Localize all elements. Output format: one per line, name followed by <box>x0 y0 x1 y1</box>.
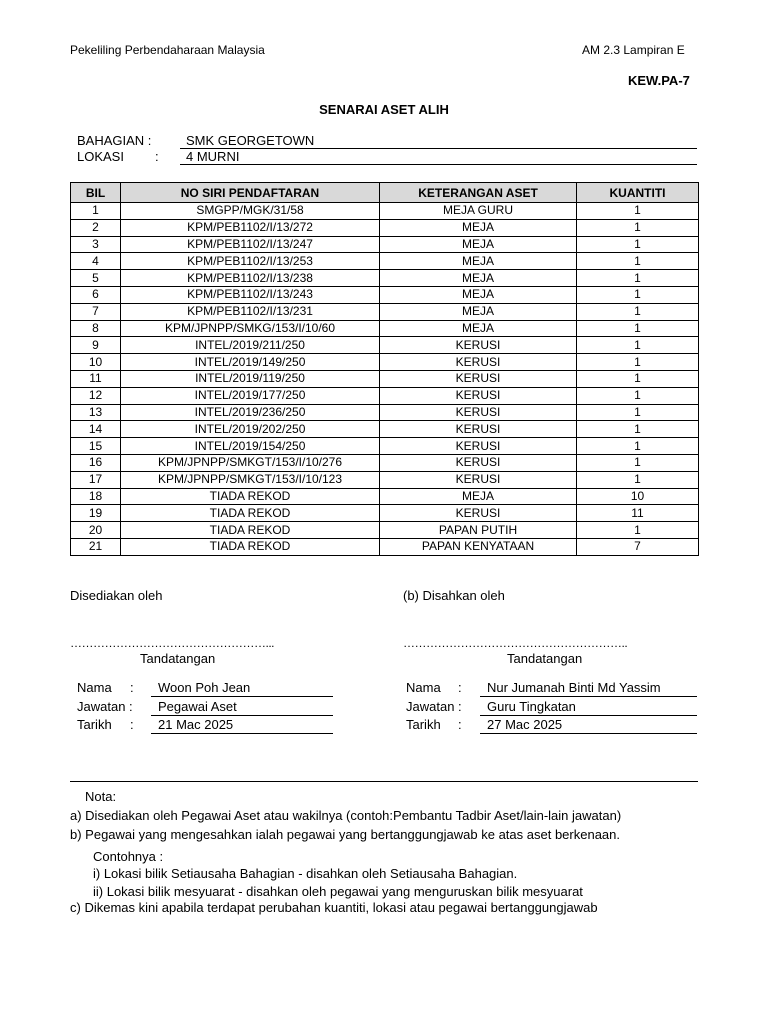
cell-bil: 10 <box>71 354 121 371</box>
nama-label-left: Nama <box>77 680 112 695</box>
cell-kuantiti: 1 <box>577 354 699 371</box>
table-row <box>71 505 699 522</box>
cell-kuantiti: 1 <box>577 438 699 455</box>
cell-keterangan: MEJA <box>380 303 577 320</box>
nama-colon-left: : <box>130 680 134 695</box>
cell-bil: 20 <box>71 522 121 539</box>
cell-kuantiti: 1 <box>577 471 699 488</box>
cell-keterangan: PAPAN KENYATAAN <box>380 538 577 555</box>
cell-kuantiti: 1 <box>577 387 699 404</box>
cell-kuantiti: 1 <box>577 203 699 220</box>
cell-keterangan: KERUSI <box>380 370 577 387</box>
cell-bil: 8 <box>71 320 121 337</box>
cell-keterangan: MEJA <box>380 219 577 236</box>
cell-bil: 15 <box>71 438 121 455</box>
cell-no-siri: KPM/JPNPP/SMKGT/153/I/10/276 <box>121 454 380 471</box>
cell-bil: 18 <box>71 488 121 505</box>
cell-kuantiti: 1 <box>577 454 699 471</box>
cell-keterangan: KERUSI <box>380 471 577 488</box>
table-row <box>71 404 699 421</box>
jawatan-value-right: Guru Tingkatan <box>480 699 697 716</box>
cell-kuantiti: 1 <box>577 253 699 270</box>
prepared-by-heading: Disediakan oleh <box>70 588 163 603</box>
table-row <box>71 538 699 555</box>
cell-no-siri: TIADA REKOD <box>121 488 380 505</box>
cell-kuantiti: 11 <box>577 505 699 522</box>
cell-no-siri: KPM/PEB1102/I/13/238 <box>121 270 380 287</box>
cell-no-siri: INTEL/2019/119/250 <box>121 370 380 387</box>
cell-kuantiti: 1 <box>577 421 699 438</box>
table-row <box>71 320 699 337</box>
lokasi-colon: : <box>155 149 159 164</box>
cell-no-siri: INTEL/2019/202/250 <box>121 421 380 438</box>
bahagian-label: BAHAGIAN : <box>77 133 152 148</box>
notes-heading: Nota: <box>85 789 117 804</box>
cell-keterangan: KERUSI <box>380 404 577 421</box>
cell-no-siri: KPM/PEB1102/I/13/253 <box>121 253 380 270</box>
cell-no-siri: SMGPP/MGK/31/58 <box>121 203 380 220</box>
cell-kuantiti: 1 <box>577 219 699 236</box>
lokasi-value: 4 MURNI <box>180 149 697 165</box>
table-row <box>71 387 699 404</box>
cell-keterangan: PAPAN PUTIH <box>380 522 577 539</box>
note-a: a) Disediakan oleh Pegawai Aset atau wakilnya (contoh:Pembantu Tadbir Aset/lain-lain jawatan) <box>70 808 622 823</box>
cell-keterangan: KERUSI <box>380 387 577 404</box>
cell-keterangan: KERUSI <box>380 354 577 371</box>
table-row <box>71 337 699 354</box>
col-keterangan: KETERANGAN ASET <box>380 183 577 203</box>
cell-keterangan: MEJA <box>380 286 577 303</box>
cell-no-siri: TIADA REKOD <box>121 505 380 522</box>
cell-bil: 6 <box>71 286 121 303</box>
table-row <box>71 219 699 236</box>
jawatan-value-left: Pegawai Aset <box>151 699 333 716</box>
signature-label-left: Tandatangan <box>140 651 216 666</box>
table-header-row <box>71 183 699 203</box>
cell-bil: 13 <box>71 404 121 421</box>
table-row <box>71 236 699 253</box>
cell-no-siri: KPM/PEB1102/I/13/243 <box>121 286 380 303</box>
cell-kuantiti: 1 <box>577 320 699 337</box>
cell-bil: 4 <box>71 253 121 270</box>
table-row <box>71 303 699 320</box>
cell-bil: 19 <box>71 505 121 522</box>
cell-kuantiti: 1 <box>577 404 699 421</box>
note-example-i: i) Lokasi bilik Setiausaha Bahagian - disahkan oleh Setiausaha Bahagian. <box>93 866 518 881</box>
cell-bil: 3 <box>71 236 121 253</box>
table-row <box>71 471 699 488</box>
notes-divider <box>70 781 698 782</box>
cell-keterangan: MEJA <box>380 270 577 287</box>
note-b: b) Pegawai yang mengesahkan ialah pegawai yang bertanggungjawab ke atas aset berkenaan. <box>70 827 620 842</box>
cell-no-siri: INTEL/2019/236/250 <box>121 404 380 421</box>
table-row <box>71 488 699 505</box>
cell-bil: 14 <box>71 421 121 438</box>
cell-bil: 1 <box>71 203 121 220</box>
cell-bil: 7 <box>71 303 121 320</box>
table-row <box>71 421 699 438</box>
table-row <box>71 370 699 387</box>
cell-kuantiti: 1 <box>577 337 699 354</box>
cell-kuantiti: 1 <box>577 370 699 387</box>
cell-no-siri: TIADA REKOD <box>121 538 380 555</box>
cell-bil: 11 <box>71 370 121 387</box>
table-row <box>71 354 699 371</box>
cell-bil: 17 <box>71 471 121 488</box>
table-row <box>71 438 699 455</box>
cell-kuantiti: 10 <box>577 488 699 505</box>
nama-value-right: Nur Jumanah Binti Md Yassim <box>480 680 697 697</box>
cell-no-siri: TIADA REKOD <box>121 522 380 539</box>
tarikh-colon-left: : <box>130 717 134 732</box>
table-row <box>71 203 699 220</box>
cell-bil: 9 <box>71 337 121 354</box>
cell-no-siri: INTEL/2019/177/250 <box>121 387 380 404</box>
cell-kuantiti: 1 <box>577 286 699 303</box>
cell-no-siri: KPM/PEB1102/I/13/231 <box>121 303 380 320</box>
cell-keterangan: MEJA <box>380 236 577 253</box>
cell-bil: 16 <box>71 454 121 471</box>
table-row <box>71 253 699 270</box>
col-bil: BIL <box>71 183 121 203</box>
bahagian-value: SMK GEORGETOWN <box>180 133 697 149</box>
table-row <box>71 270 699 287</box>
cell-no-siri: KPM/JPNPP/SMKG/153/I/10/60 <box>121 320 380 337</box>
note-example-ii: ii) Lokasi bilik mesyuarat - disahkan oleh pegawai yang menguruskan bilik mesyuarat <box>93 884 583 899</box>
tarikh-colon-right: : <box>458 717 462 732</box>
cell-keterangan: KERUSI <box>380 438 577 455</box>
cell-keterangan: KERUSI <box>380 421 577 438</box>
signature-line-right: ………………………………………………….. <box>403 636 628 650</box>
cell-kuantiti: 7 <box>577 538 699 555</box>
cell-no-siri: INTEL/2019/211/250 <box>121 337 380 354</box>
table-row <box>71 286 699 303</box>
cell-bil: 12 <box>71 387 121 404</box>
jawatan-label-right: Jawatan : <box>406 699 462 714</box>
cell-keterangan: KERUSI <box>380 337 577 354</box>
cell-no-siri: INTEL/2019/149/250 <box>121 354 380 371</box>
note-c: c) Dikemas kini apabila terdapat perubahan kuantiti, lokasi atau pegawai bertanggungjawab <box>70 900 598 915</box>
tarikh-value-left: 21 Mac 2025 <box>151 717 333 734</box>
approved-by-heading: (b) Disahkan oleh <box>403 588 505 603</box>
cell-keterangan: KERUSI <box>380 454 577 471</box>
tarikh-value-right: 27 Mac 2025 <box>480 717 697 734</box>
cell-bil: 2 <box>71 219 121 236</box>
cell-no-siri: KPM/PEB1102/I/13/272 <box>121 219 380 236</box>
cell-keterangan: MEJA GURU <box>380 203 577 220</box>
cell-kuantiti: 1 <box>577 236 699 253</box>
cell-kuantiti: 1 <box>577 303 699 320</box>
cell-bil: 5 <box>71 270 121 287</box>
tarikh-label-right: Tarikh <box>406 717 441 732</box>
page-title: SENARAI ASET ALIH <box>319 102 449 117</box>
nama-label-right: Nama <box>406 680 441 695</box>
appendix-ref: AM 2.3 Lampiran E <box>582 43 685 57</box>
table-row <box>71 522 699 539</box>
cell-no-siri: KPM/JPNPP/SMKGT/153/I/10/123 <box>121 471 380 488</box>
circular-title: Pekeliling Perbendaharaan Malaysia <box>70 43 265 57</box>
cell-keterangan: MEJA <box>380 320 577 337</box>
cell-no-siri: INTEL/2019/154/250 <box>121 438 380 455</box>
tarikh-label-left: Tarikh <box>77 717 112 732</box>
lokasi-label: LOKASI <box>77 149 124 164</box>
signature-label-right: Tandatangan <box>507 651 583 666</box>
note-example-heading: Contohnya : <box>93 849 164 864</box>
asset-table <box>70 182 699 556</box>
cell-kuantiti: 1 <box>577 270 699 287</box>
cell-no-siri: KPM/PEB1102/I/13/247 <box>121 236 380 253</box>
cell-bil: 21 <box>71 538 121 555</box>
table-row <box>71 454 699 471</box>
signature-line-left: ……………………………………………... <box>70 636 275 650</box>
form-code: KEW.PA-7 <box>628 73 690 88</box>
nama-value-left: Woon Poh Jean <box>151 680 333 697</box>
cell-keterangan: MEJA <box>380 488 577 505</box>
cell-keterangan: MEJA <box>380 253 577 270</box>
col-no-siri: NO SIRI PENDAFTARAN <box>121 183 380 203</box>
cell-keterangan: KERUSI <box>380 505 577 522</box>
col-kuantiti: KUANTITI <box>577 183 699 203</box>
jawatan-label-left: Jawatan : <box>77 699 133 714</box>
cell-kuantiti: 1 <box>577 522 699 539</box>
nama-colon-right: : <box>458 680 462 695</box>
